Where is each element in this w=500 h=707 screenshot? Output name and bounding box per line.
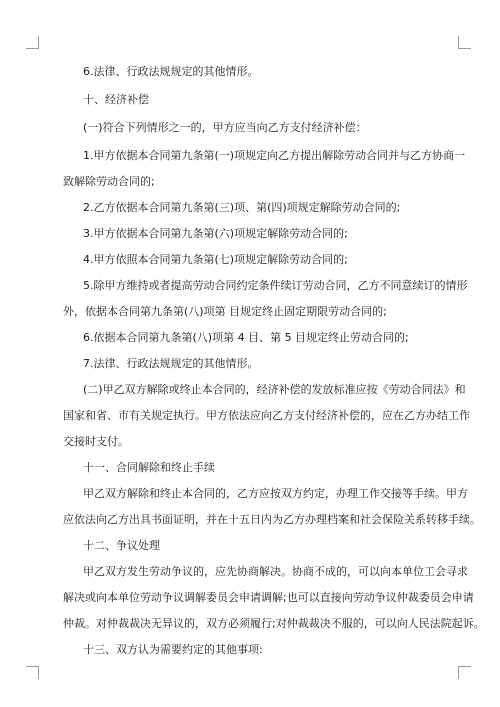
section-heading: 十一、合同解除和终止手续 bbox=[83, 461, 215, 474]
text-line: (一)符合下列情形之一的，甲方应当向乙方支付经济补偿： bbox=[83, 121, 367, 134]
text-line: (二)甲乙双方解除或终止本合同的，经济补偿的发放标准应按《劳动合同法》和 bbox=[83, 383, 466, 396]
text-line: 甲乙双方发生劳动争议的，应先协商解决。协商不成的，可以向本单位工会寻求 bbox=[83, 565, 468, 578]
section-heading: 十二、争议处理 bbox=[83, 539, 160, 552]
corner-mark-bottom-left bbox=[26, 666, 39, 679]
text-line: 应依法向乙方出具书面证明，并在十五日内为乙方办理档案和社会保险关系转移手续。 bbox=[63, 513, 481, 526]
text-line: 交接时支付。 bbox=[63, 435, 129, 448]
section-heading: 十、经济补偿 bbox=[83, 93, 149, 106]
text-line: 致解除劳动合同的; bbox=[63, 175, 155, 188]
text-line: 1.甲方依据本合同第九条第(一)项规定向乙方提出解除劳动合同并与乙方协商一 bbox=[83, 149, 466, 162]
text-line: 解决或向本单位劳动争议调解委员会申请调解;也可以直接向劳动争议仲裁委员会申请 bbox=[63, 591, 474, 604]
text-line: 4.甲方依照本合同第九条第(七)项规定解除劳动合同的; bbox=[83, 253, 348, 266]
text-line: 5.除甲方维持或者提高劳动合同约定条件续订劳动合同，乙方不同意续订的情形 bbox=[83, 279, 468, 292]
text-line: 3.甲方依据本合同第九条第(六)项规定解除劳动合同的; bbox=[83, 227, 348, 240]
text-line: 6.依据本合同第九条第(八)项第 4 目、第 5 目规定终止劳动合同的; bbox=[83, 331, 409, 344]
text-line: 外，依据本合同第九条第(八)项第 目规定终止固定期限劳动合同的; bbox=[63, 305, 387, 318]
text-line: 7.法律、行政法规规定的其他情形。 bbox=[83, 357, 259, 370]
text-line: 国家和省、市有关规定执行。甲方依法应向乙方支付经济补偿的，应在乙方办结工作 bbox=[63, 409, 470, 422]
text-line: 2.乙方依据本合同第九条第(三)项、第(四)项规定解除劳动合同的; bbox=[83, 201, 401, 214]
text-line: 仲裁。对仲裁裁决无异议的，双方必须履行;对仲裁裁决不服的，可以向人民法院起诉。 bbox=[63, 617, 485, 630]
section-heading: 十三、双方认为需要约定的其他事项: bbox=[83, 643, 263, 656]
text-line: 甲乙双方解除和终止本合同的，乙方应按双方约定，办理工作交接等手续。甲方 bbox=[83, 487, 468, 500]
text-line: 6.法律、行政法规规定的其他情形。 bbox=[83, 65, 259, 78]
corner-mark-top-right bbox=[458, 36, 471, 49]
corner-mark-top-left bbox=[26, 36, 39, 49]
corner-mark-bottom-right bbox=[458, 666, 471, 679]
